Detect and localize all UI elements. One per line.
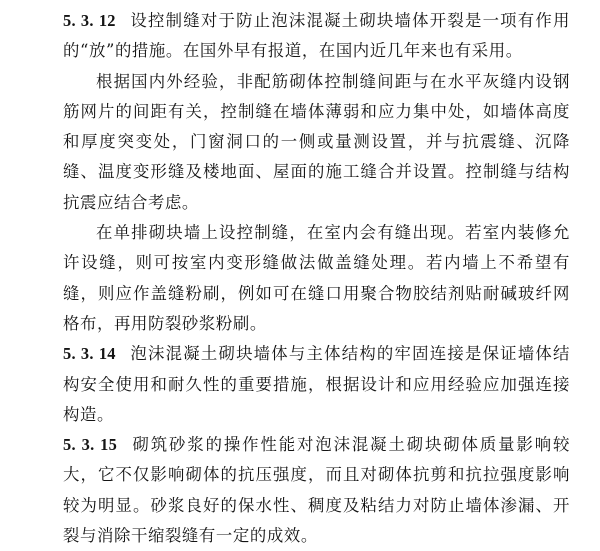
clause-5-3-14 xyxy=(63,339,570,430)
clause-5-3-12 xyxy=(63,6,570,67)
clause-number: 5. 3. 15 xyxy=(63,435,118,455)
clause-text: 设控制缝对于防止泡沫混凝土砌块墙体开裂是一项有作用的“放”的措施。在国外早有报道，在国内近几年来也有采用。 xyxy=(63,11,570,61)
clause-number: 5. 3. 14 xyxy=(63,344,116,364)
clause-number: 5. 3. 12 xyxy=(63,11,116,30)
paragraph-single-row-wall xyxy=(63,218,570,339)
paragraph-text: 在单排砌块墙上设控制缝，在室内会有缝出现。若室内装修允许设缝，则可按室内变形缝做法做盖缝处理。若内墙上不希望有缝，则应作盖缝粉刷，例如可在缝口用聚合物胶结剂贴耐碱玻纤网格布，再用防裂砂浆粉刷。 xyxy=(63,223,570,333)
paragraph-text: 根据国内外经验，非配筋砌体控制缝间距与在水平灰缝内设钢筋网片的间距有关，控制缝在墙体薄弱和应力集中处，如墙体高度和厚度突变处，门窗洞口的一侧或量测设置，并与抗震缝、沉降缝、温度变形缝及楼地面、屋面的施工缝合并设置。控制缝与结构抗震应结合考虑。 xyxy=(63,71,570,212)
clause-text: 泡沫混凝土砌块墙体与主体结构的牢固连接是保证墙体结构安全使用和耐久性的重要措施，根据设计和应用经验应加强连接构造。 xyxy=(63,344,570,424)
clause-text: 砌筑砂浆的操作性能对泡沫混凝土砌块砌体质量影响较大，它不仅影响砌体的抗压强度，而且对砌体抗剪和抗拉强度影响较为明显。砂浆良好的保水性、稠度及粘结力对防止墙体渗漏、开裂与消除干缩裂缝有一定的成效。 xyxy=(63,435,570,546)
paragraph-control-joint-spacing xyxy=(63,67,570,218)
